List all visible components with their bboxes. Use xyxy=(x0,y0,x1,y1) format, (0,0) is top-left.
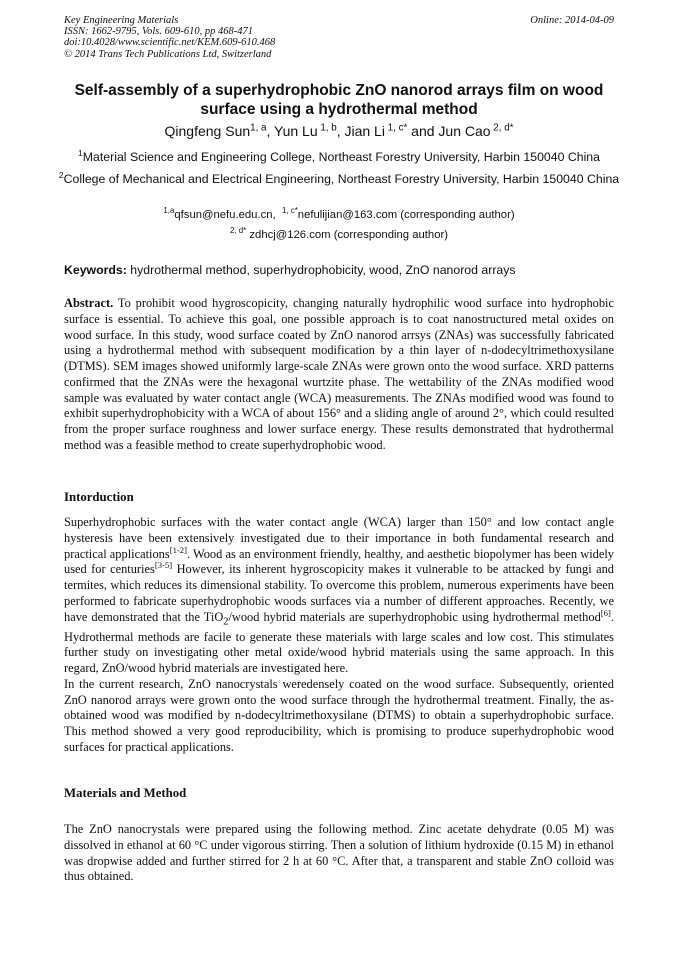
author-name: Qingfeng Sun xyxy=(164,123,251,139)
intro-text: However, its inherent hygroscopicity makes it vulnerable to be attacked by fungi and termites, which reduces its dimensional stability. To overcome this problem, numerous experiments have been performed to fabricate superhydrophobic woods surfaces via a number of different approaches. Recently, we have demonstrated that the TiO xyxy=(64,562,614,624)
email-sup: 2, d* xyxy=(230,226,247,236)
intro-heading: Intorduction xyxy=(64,490,134,504)
author-name: Yun Lu xyxy=(274,123,318,139)
affiliation-sup: 1 xyxy=(78,147,83,158)
abstract-paragraph xyxy=(64,296,614,454)
author-name: Jun Cao xyxy=(438,123,491,139)
doi-line: doi:10.4028/www.scientific.net/KEM.609-610.468 xyxy=(64,37,276,49)
citation: [1-2] xyxy=(169,544,187,555)
citation: [3-5] xyxy=(154,560,173,571)
issn-line: ISSN: 1662-9795, Vols. 609-610, pp 468-471 xyxy=(64,26,253,38)
methods-paragraph-1: The ZnO nanocrystals were prepared using the following method. Zinc acetate dehydrate (0.05 M) was dissolved in ethanol at 60 °C under vigorous stirring. Then a solution of lithium hydroxide (0.15 M) in ethanol was dropwise added and further stirred for 2 h at 60 °C. After that, a transparent and stable ZnO colloid was thus obtained. xyxy=(64,822,614,884)
citation: [6] xyxy=(600,607,611,618)
methods-body xyxy=(64,822,614,885)
journal-name: Key Engineering Materials xyxy=(64,15,179,26)
author-name: Jian Li xyxy=(344,123,385,139)
online-date: Online: 2014-04-09 xyxy=(530,15,614,26)
author-list xyxy=(40,122,638,140)
methods-heading: Materials and Method xyxy=(64,786,187,800)
author-sup: 2, d* xyxy=(490,122,514,134)
affiliation-text: Material Science and Engineering College, Northeast Forestry University, Harbin 150040 China xyxy=(82,150,600,164)
copyright-line: © 2014 Trans Tech Publications Ltd, Switzerland xyxy=(64,48,272,60)
affiliation-1 xyxy=(50,149,628,165)
email-line-2 xyxy=(50,228,628,243)
intro-body xyxy=(64,515,614,756)
journal-header xyxy=(64,15,275,60)
keywords xyxy=(64,262,624,278)
abstract-label: Abstract. xyxy=(64,296,114,310)
affiliation-sup: 2 xyxy=(58,169,64,180)
email-line-1 xyxy=(50,208,628,223)
keywords-label: Keywords: xyxy=(64,263,127,277)
author-sep: and xyxy=(407,123,439,139)
affiliation-text: College of Mechanical and Electrical Engineering, Northeast Forestry University, Harbin 150040 China xyxy=(63,172,620,186)
author-sep: , xyxy=(336,123,345,139)
author-sep: , xyxy=(266,123,275,139)
intro-text: /wood hybrid materials are superhydrophobic using hydrothermal method xyxy=(228,609,601,624)
author-sup: 1, c* xyxy=(384,122,408,134)
intro-text: . Wood as an environment friendly, healthy, and aesthetic biopolymer has been widely used for centuries xyxy=(64,546,614,577)
email-sup: 1,a xyxy=(163,206,175,216)
intro-paragraph-1 xyxy=(64,515,614,677)
email-text: zdhcj@126.com (corresponding author) xyxy=(246,229,448,241)
email-sup: 1, c* xyxy=(281,206,298,216)
author-sup: 1, a xyxy=(250,122,267,134)
intro-text: . Hydrothermal methods are facile to generate these materials with large scales and low cost. This stimulates further study on investigating other metal oxide/wood hybrid materials using the same approach. In this regard, ZnO/wood hybrid materials are investigated here. xyxy=(64,609,614,676)
subscript: 2 xyxy=(223,615,229,627)
intro-text: Superhydrophobic surfaces with the water contact angle (WCA) larger than 150° and low contact angle hysteresis have been extensively investigated due to their importance in both fundamental research and practical applications xyxy=(64,515,614,561)
email-text: nefulijian@163.com (corresponding author) xyxy=(297,209,515,221)
keywords-text: hydrothermal method, superhydrophobicity, wood, ZnO nanorod arrays xyxy=(126,263,516,277)
email-text: qfsun@nefu.edu.cn, xyxy=(174,209,276,221)
paper-title: Self-assembly of a superhydrophobic ZnO nanorod arrays film on wood surface using a hydrothermal method xyxy=(74,82,604,118)
intro-paragraph-2: In the current research, ZnO nanocrystals weredensely coated on the wood surface. Subsequently, oriented ZnO nanorod arrays were grown onto the wood surface through the hydrothermal treatment. Finally, the as-obtained wood was modified by n-dodecyltrimethoxysilane (DTMS) to obtain a superhydrophobic surface. This method showed a very good reproducibility, which is promising to produce superhydrophobic wood surfaces for practical applications. xyxy=(64,676,614,754)
affiliation-2 xyxy=(50,171,628,187)
abstract xyxy=(64,296,614,454)
author-sup: 1, b xyxy=(317,122,337,134)
abstract-text: To prohibit wood hygroscopicity, changing naturally hydrophilic wood surface into hydrophobic surface is essential. To achieve this goal, one possible approach is to coat nanostructured metal oxides on wood surface. In this study, wood surface coated by ZnO nanorod arrsys (ZNAs) was successfully fabricated using a hydrothermal method with subsequent modification by a thin layer of n-dodecyltrimethoxysilane (DTMS). SEM images showed uniformly large-scale ZNAs were grown onto the wood surface. XRD patterns confirmed that the ZNAs were the hexagonal wurtzite phase. The wettability of the ZNAs modified wood sample was evaluated by water contact angle (WCA) measurements. The ZNAs modified wood was found to exhibit superhydrophobicity with a WCA of about 156° and a sliding angle of around 2°, which could resulted from the proper surface roughness and lower surface energy. These results demonstrated that hydrothermal method was a feasible method to create superhydrophobic wood. xyxy=(64,296,614,452)
